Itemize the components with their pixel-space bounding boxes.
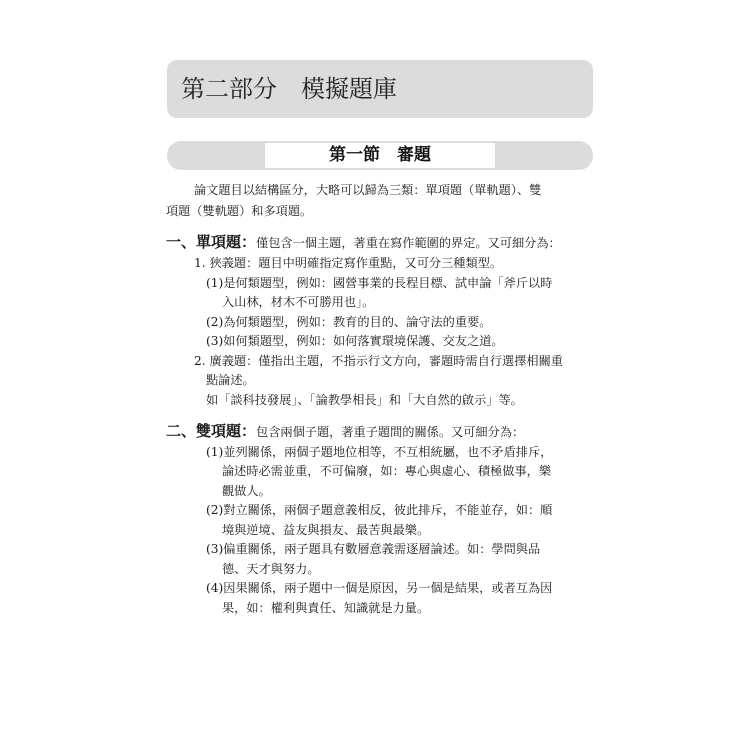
section-title-bar xyxy=(167,141,593,170)
double-topic-heading: 二、雙項題： xyxy=(166,422,257,440)
single-topic-description: 僅包含一個主題，著重在寫作範圍的界定。又可細分為： xyxy=(256,236,561,250)
broad-topic-examples: 如「談科技發展」、「論教學相長」和「大自然的啟示」等。 xyxy=(206,393,523,407)
what-type-line-2: 入山林，材木不可勝用也」。 xyxy=(222,295,375,309)
part-title: 第二部分 模擬題庫 xyxy=(181,75,397,103)
why-type-line: (2)為何類題型，例如：教育的目的、論守法的重要。 xyxy=(206,315,492,329)
opposition-line-1: (2)對立關係，兩個子題意義相反，彼此排斥，不能並存，如：順 xyxy=(206,503,553,517)
parallel-line-3: 觀做人。 xyxy=(222,484,271,498)
intro-line-2: 項題（雙軌題）和多項題。 xyxy=(166,204,313,218)
emphasis-line-2: 德、天才與努力。 xyxy=(222,562,320,576)
parallel-line-2: 論述時必需並重，不可偏廢，如：專心與虛心、積極做事，樂 xyxy=(222,464,552,478)
intro-line-1: 論文題目以結構區分，大略可以歸為三類：單項題（單軌題）、雙 xyxy=(194,183,542,197)
single-topic-heading: 一、單項題： xyxy=(166,233,257,251)
part-title-banner xyxy=(167,60,593,118)
causal-line-1: (4)因果關係，兩子題中一個是原因，另一個是結果，或者互為因 xyxy=(206,581,553,595)
double-topic-heading-row xyxy=(166,422,524,441)
what-type-line-1: (1)是何類題型，例如：國營事業的長程目標、試申論「斧斤以時 xyxy=(206,276,553,290)
section-title-box xyxy=(265,143,495,168)
how-type-line: (3)如何類題型，例如：如何落實環境保護、交友之道。 xyxy=(206,334,504,348)
single-topic-heading-row xyxy=(166,233,561,252)
narrow-topic-line: 1. 狹義題：題目中明確指定寫作重點，又可分三種類型。 xyxy=(194,256,503,270)
double-topic-description: 包含兩個子題，著重子題間的關係。又可細分為： xyxy=(256,425,525,439)
emphasis-line-1: (3)偏重關係，兩子題具有數層意義需逐層論述。如：學問與品 xyxy=(206,542,541,556)
opposition-line-2: 境與逆境、益友與損友、最苦與最樂。 xyxy=(222,523,430,537)
broad-topic-line-1: 2. 廣義題：僅指出主題，不指示行文方向，審題時需自行選擇相關重 xyxy=(194,354,563,368)
section-title: 第一節 審題 xyxy=(329,145,431,165)
causal-line-2: 果，如：權利與責任、知識就是力量。 xyxy=(222,601,430,615)
parallel-line-1: (1)並列關係，兩個子題地位相等，不互相統屬，也不矛盾排斥， xyxy=(206,445,553,459)
broad-topic-line-2: 點論述。 xyxy=(206,373,255,387)
